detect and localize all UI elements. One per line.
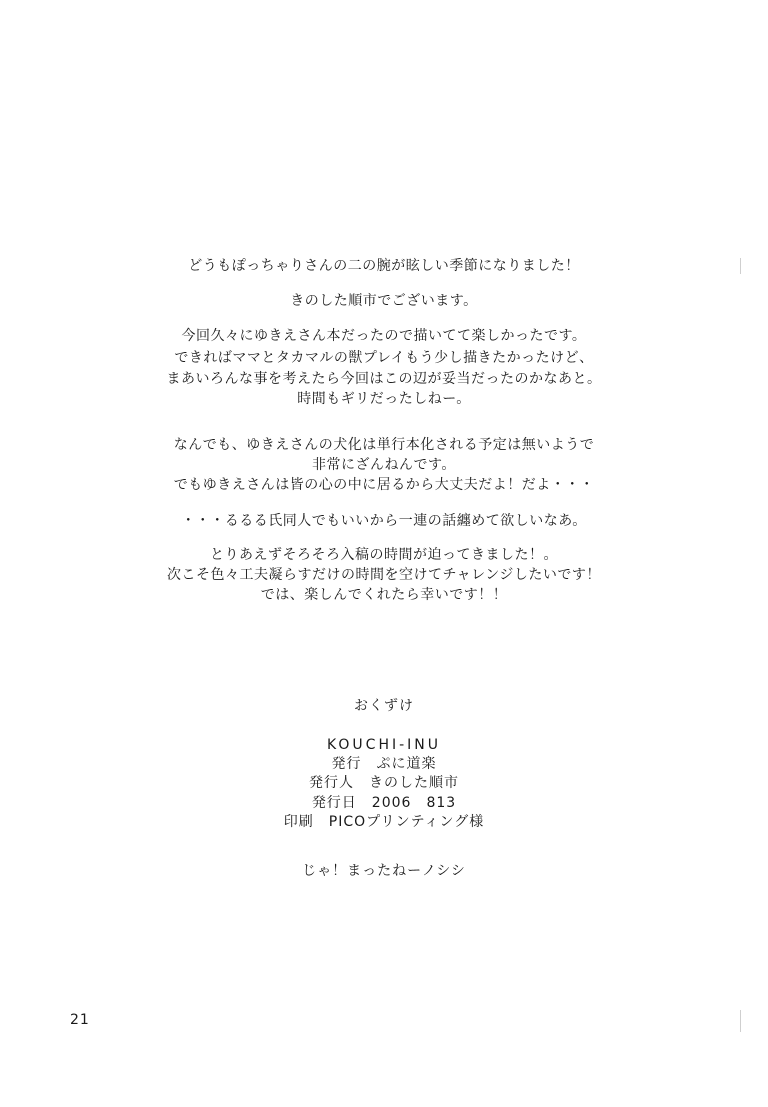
scan-edge-mark-bottom	[740, 1010, 741, 1032]
signoff-text: じゃ！まったねーノシシ	[302, 863, 466, 879]
colophon-publisher: 発行 ぷに道楽	[331, 756, 437, 772]
greeting-line-1: どうもぽっちゃりさんの二の腕が眩しい季節になりました！	[188, 258, 580, 274]
colophon-issuer: 発行人 きのした順市	[309, 775, 459, 791]
paragraph-2-line-1: なんでも、ゆきえさんの犬化は単行本化される予定は無いようで	[173, 437, 595, 453]
paragraph-1-line-1: 今回久々にゆきえさん本だったので描いてて楽しかったです。	[181, 328, 587, 344]
scan-edge-mark-top	[740, 258, 741, 274]
greeting-line-2: きのした順市でございます。	[290, 293, 478, 309]
paragraph-1-line-3: まあいろんな事を考えたら今回はこの辺が妥当だったのかなあと。	[166, 371, 602, 387]
paragraph-4-line-3: では、楽しんでくれたら幸いです！！	[260, 587, 508, 603]
paragraph-2-line-2: 非常にざんねんです。	[312, 457, 456, 473]
paragraph-4-line-2: 次こそ色々工夫凝らすだけの時間を空けてチャレンジしたいです！	[167, 567, 601, 583]
colophon-circle-name: KOUCHI-INU	[326, 737, 441, 753]
paragraph-1-line-4: 時間もギリだったしねー。	[297, 391, 471, 407]
paragraph-1-line-2: できればママとタカマルの獣プレイもう少し描きたかったけど、	[174, 350, 594, 366]
paragraph-2-line-3: でもゆきえさんは皆の心の中に居るから大丈夫だよ！だよ・・・	[173, 477, 595, 493]
colophon-date: 発行日 2006 813	[311, 795, 457, 811]
colophon-printer: 印刷 PICOプリンティング様	[283, 814, 485, 830]
page-number: 21	[70, 1012, 90, 1028]
paragraph-4-line-1: とりあえずそろそろ入稿の時間が迫ってきました！。	[210, 547, 558, 563]
paragraph-3-line-1: ・・・るるる氏同人でもいいから一連の話纏めて欲しいなあ。	[181, 513, 587, 529]
colophon-title: おくずけ	[354, 698, 414, 714]
